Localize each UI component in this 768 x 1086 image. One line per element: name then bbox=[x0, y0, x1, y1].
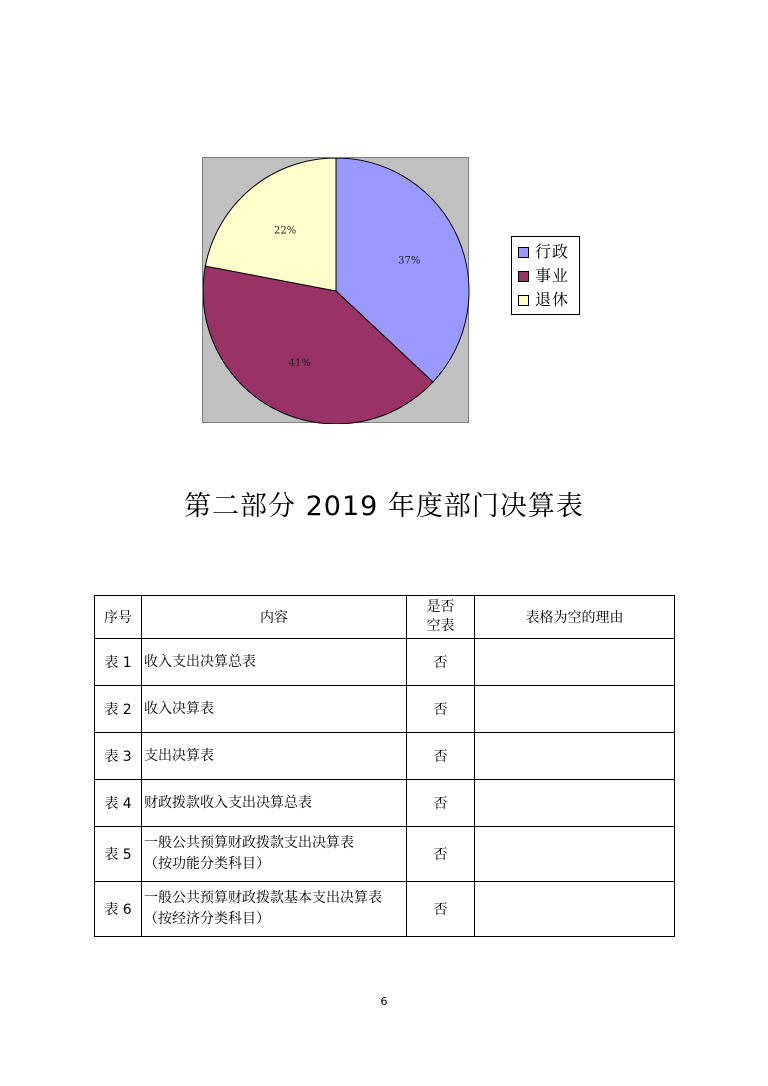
row-content bbox=[142, 827, 407, 882]
header-is-empty bbox=[407, 596, 475, 639]
row-is-empty: 否 bbox=[407, 733, 475, 780]
legend-label-0: 行政 bbox=[535, 242, 570, 261]
legend-item-2 bbox=[512, 288, 579, 312]
row-no: 表 3 bbox=[95, 733, 142, 780]
row-reason bbox=[475, 686, 675, 733]
row-no: 表 5 bbox=[95, 827, 142, 882]
header-no: 序号 bbox=[95, 596, 142, 639]
legend-swatch-2 bbox=[518, 295, 529, 306]
pie-slice-label-0: 37% bbox=[398, 255, 421, 267]
row-content-line1: 一般公共预算财政拨款基本支出决算表 bbox=[144, 890, 382, 906]
row-reason bbox=[475, 639, 675, 686]
row-content bbox=[142, 686, 407, 733]
legend-label-1: 事业 bbox=[535, 266, 570, 285]
pie-chart bbox=[202, 157, 469, 423]
row-is-empty: 否 bbox=[407, 639, 475, 686]
section-title: 第二部分 2019 年度部门决算表 bbox=[184, 491, 584, 522]
page-number: 6 bbox=[380, 995, 388, 1008]
legend-swatch-1 bbox=[518, 271, 529, 282]
row-content-line2: （按经济分类科目） bbox=[144, 911, 270, 927]
row-content-line1: 收入决算表 bbox=[144, 700, 214, 717]
row-no: 表 1 bbox=[95, 639, 142, 686]
header-reason: 表格为空的理由 bbox=[475, 596, 675, 639]
row-no: 表 2 bbox=[95, 686, 142, 733]
table-row bbox=[95, 882, 675, 937]
row-content-line1: 财政拨款收入支出决算总表 bbox=[144, 794, 312, 811]
legend-item-1 bbox=[512, 264, 579, 288]
legend-label-2: 退休 bbox=[535, 290, 570, 309]
row-content bbox=[142, 882, 407, 937]
row-content-line1: 收入支出决算总表 bbox=[144, 653, 256, 670]
table-row bbox=[95, 686, 675, 733]
legend-swatch-0 bbox=[518, 247, 529, 258]
row-content-line1: 一般公共预算财政拨款支出决算表 bbox=[144, 835, 354, 851]
table-row bbox=[95, 733, 675, 780]
row-reason bbox=[475, 882, 675, 937]
row-content-line1: 支出决算表 bbox=[144, 747, 214, 764]
row-content bbox=[142, 733, 407, 780]
row-is-empty: 否 bbox=[407, 882, 475, 937]
pie-slice-label-1: 41% bbox=[288, 358, 311, 370]
header-is-empty-line2: 空表 bbox=[426, 618, 455, 634]
final-accounts-table bbox=[94, 595, 675, 937]
chart-legend bbox=[511, 236, 580, 315]
header-is-empty-line1: 是否 bbox=[426, 599, 455, 615]
row-no: 表 6 bbox=[95, 882, 142, 937]
legend-item-0 bbox=[512, 240, 579, 264]
table-header-row bbox=[95, 596, 675, 639]
header-content: 内容 bbox=[142, 596, 407, 639]
row-reason bbox=[475, 827, 675, 882]
table-row bbox=[95, 827, 675, 882]
row-is-empty: 否 bbox=[407, 686, 475, 733]
row-reason bbox=[475, 733, 675, 780]
row-content bbox=[142, 639, 407, 686]
row-no: 表 4 bbox=[95, 780, 142, 827]
row-content bbox=[142, 780, 407, 827]
table-row bbox=[95, 639, 675, 686]
row-is-empty: 否 bbox=[407, 827, 475, 882]
pie-chart-svg bbox=[203, 158, 470, 424]
row-content-line2: （按功能分类科目） bbox=[144, 856, 270, 872]
pie-slice-label-2: 22% bbox=[274, 225, 297, 237]
table-row bbox=[95, 780, 675, 827]
row-reason bbox=[475, 780, 675, 827]
row-is-empty: 否 bbox=[407, 780, 475, 827]
